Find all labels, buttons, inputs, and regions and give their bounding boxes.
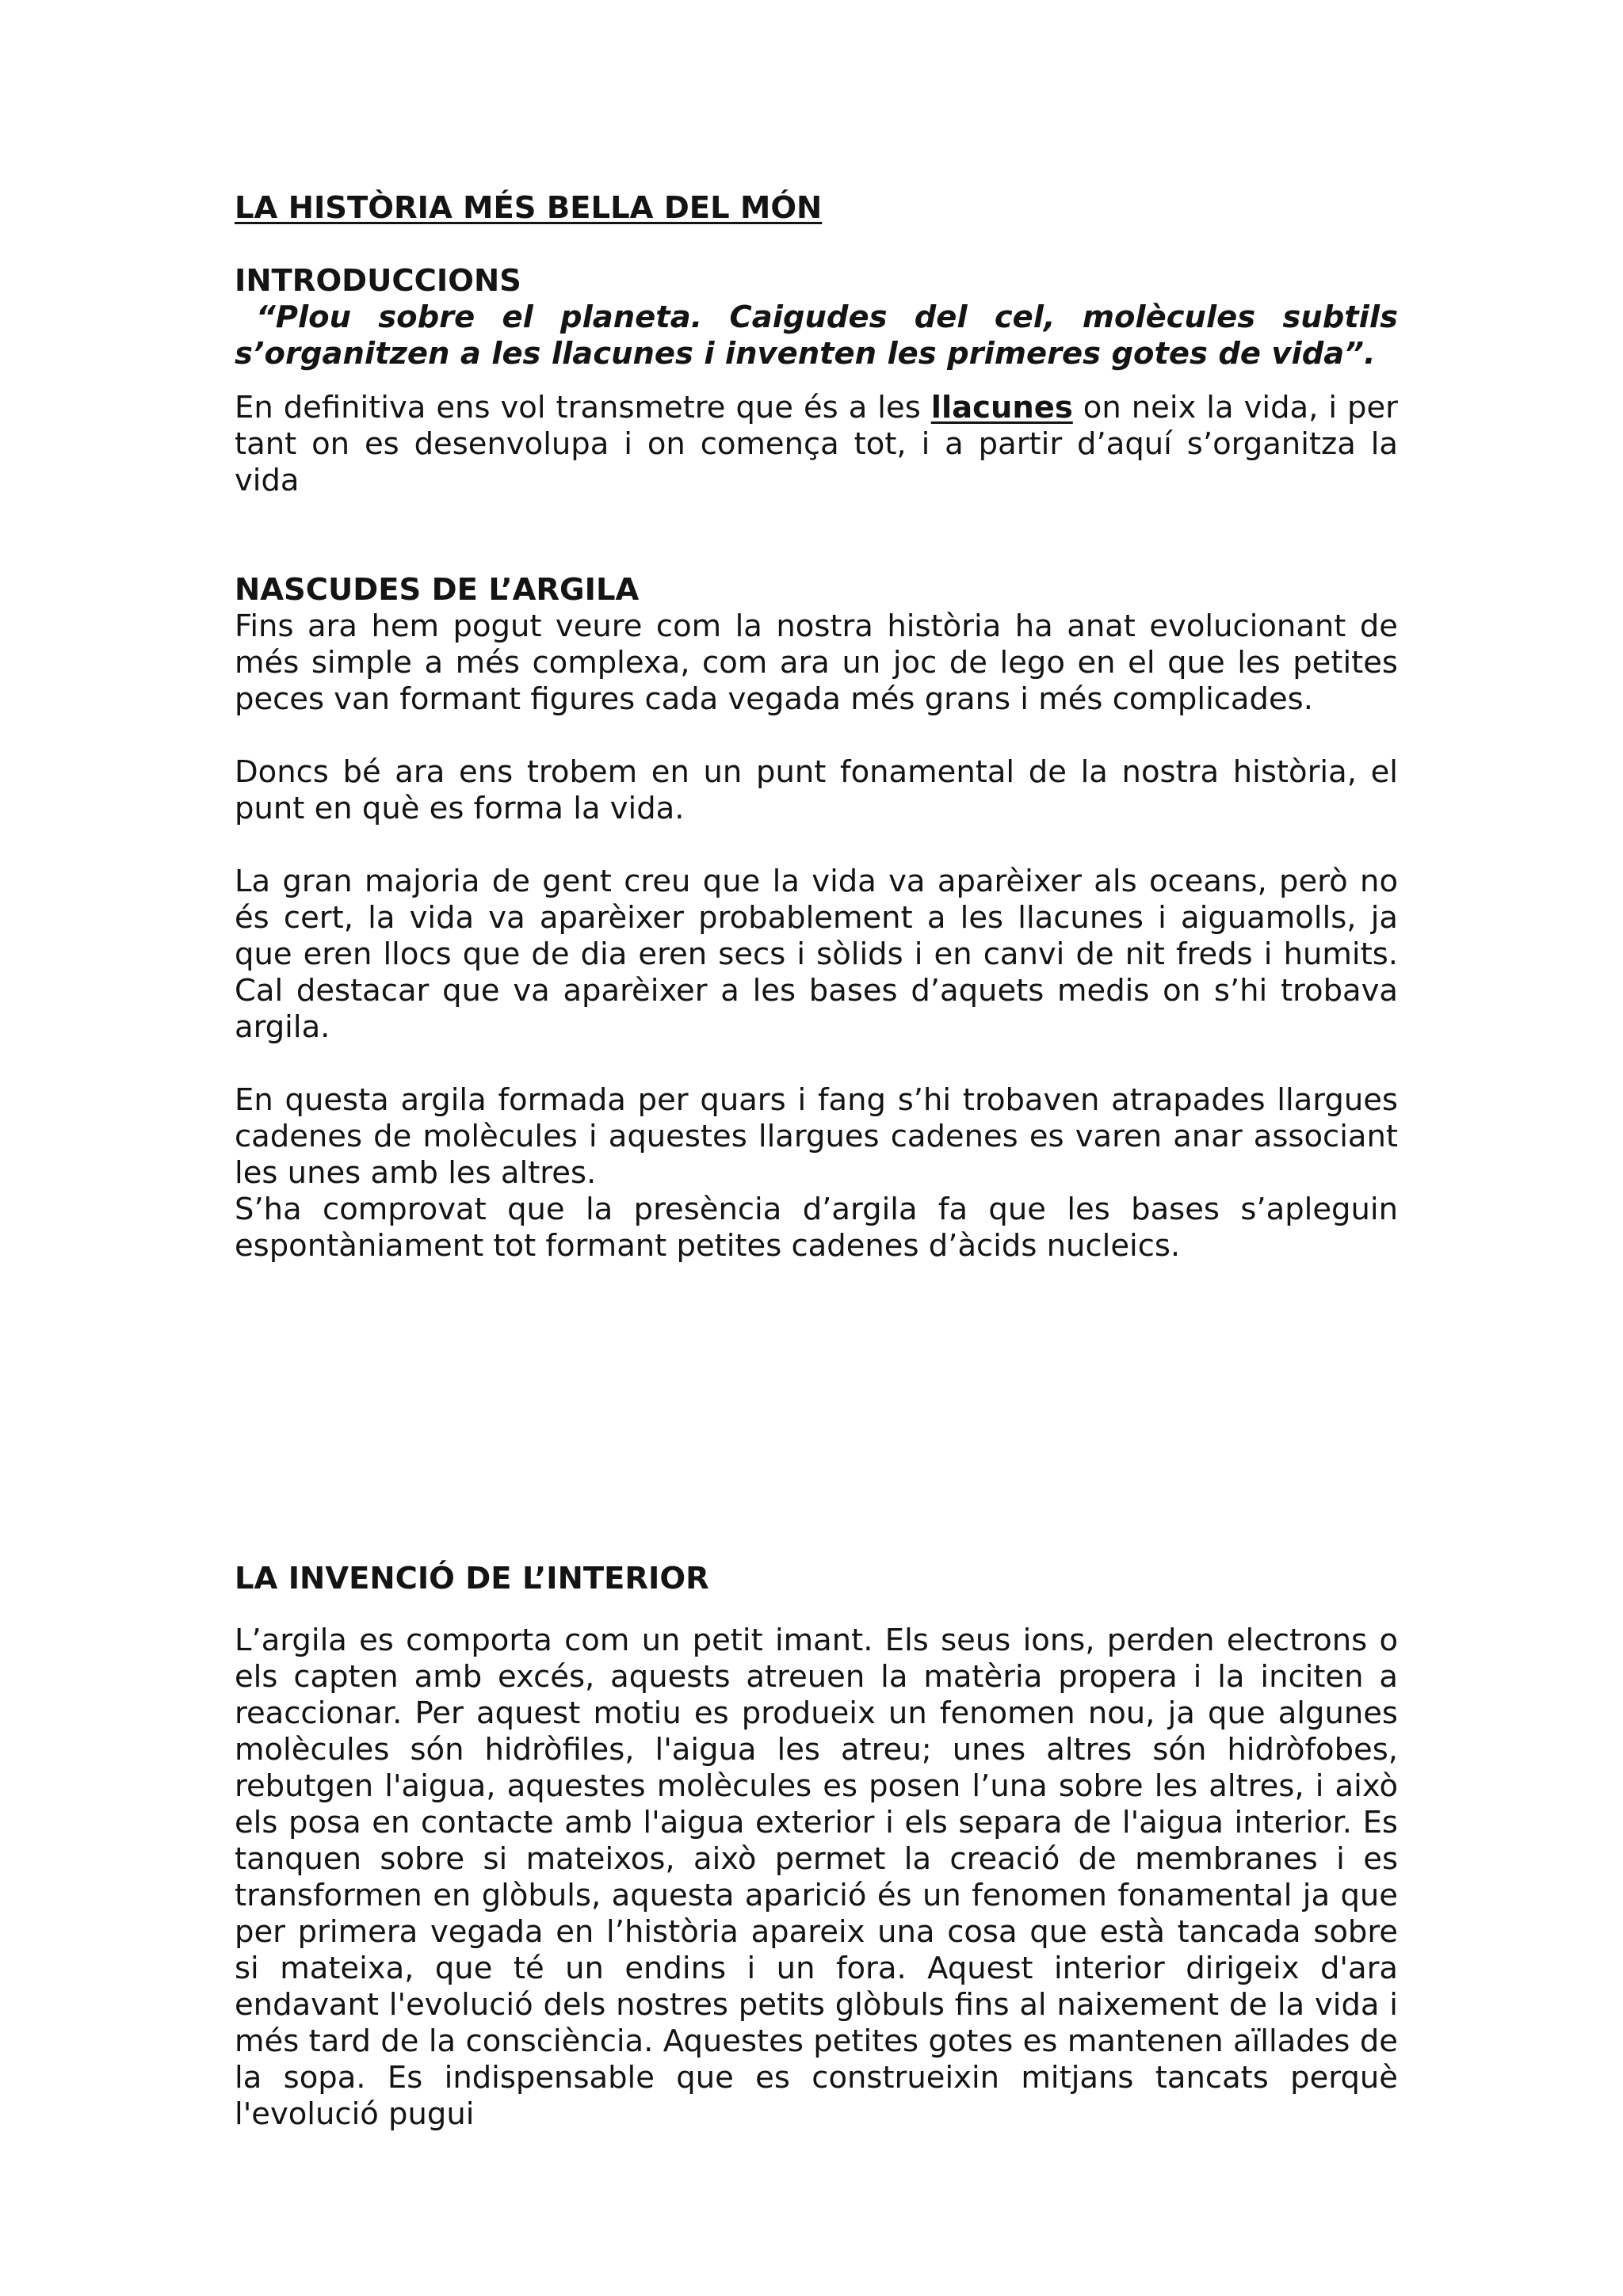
argila-paragraph-1: Fins ara hem pogut veure com la nostra història ha anat evolucionant de més simple a més complexa, com ara un joc de lego en el que les petites peces van formant figures cada vegada més grans i més complicades.	[235, 608, 1398, 717]
intro-quote: “Plou sobre el planeta. Caigudes del cel, molècules subtils s’organitzen a les llacunes i inventen les primeres gotes de vida”.	[235, 299, 1398, 372]
interior-paragraph: L’argila es comporta com un petit imant. Els seus ions, perden electrons o els capten amb excés, aquests atreuen la matèria propera i la inciten a reaccionar. Per aquest motiu es produeix un fenomen nou, ja que algunes molècules són hidròfiles, l'aigua les atreu; unes altres són hidròfobes, rebutgen l'aigua, aquestes molècules es posen l’una sobre les altres, i això els posa en contacte amb l'aigua exterior i els separa de l'aigua interior. Es tanquen sobre si mateixos, això permet la creació de membranes i es transformen en glòbuls, aquesta aparició és un fenomen fonamental ja que per primera vegada en l’història apareix una cosa que està tancada sobre si mateixa, que té un endins i un fora. Aquest interior dirigeix d'ara endavant l'evolució dels nostres petits glòbuls fins al naixement de la vida i més tard de la consciència. Aquestes petites gotes es mantenen aïllades de la sopa. Es indispensable que es construeixin mitjans tancats perquè l'evolució pugui	[235, 1623, 1398, 2132]
section-heading-introduccions: INTRODUCCIONS	[235, 263, 521, 299]
argila-paragraph-4: En questa argila formada per quars i fang s’hi trobaven atrapades llargues cadenes de molècules i aquestes llargues cadenes es varen anar associant les unes amb les altres.	[235, 1082, 1398, 1191]
argila-paragraph-2: Doncs bé ara ens trobem en un punt fonamental de la nostra història, el punt en què es forma la vida.	[235, 754, 1398, 826]
argila-paragraph-3: La gran majoria de gent creu que la vida va aparèixer als oceans, però no és cert, la vida va aparèixer probablement a les llacunes i aiguamolls, ja que eren llocs que de dia eren secs i sòlids i en canvi de nit freds i humits. Cal destacar que va aparèixer a les bases d’aquets medis on s’hi trobava argila.	[235, 864, 1398, 1045]
document-title: LA HISTÒRIA MÉS BELLA DEL MÓN	[235, 190, 823, 226]
highlight-llacunes: llacunes	[930, 390, 1073, 425]
intro-paragraph	[235, 390, 1398, 499]
intro-paragraph-end: on neix la vida, i per tant on es desenvolupa i on comença tot, i a partir d’aquí s’organitza la vida	[235, 390, 1398, 498]
argila-paragraph-5: S’ha comprovat que la presència d’argila fa que les bases s’apleguin espontàniament tot formant petites cadenes d’àcids nucleics.	[235, 1192, 1398, 1264]
section-heading-nascudes: NASCUDES DE L’ARGILA	[235, 572, 640, 608]
section-heading-invencio: LA INVENCIÓ DE L’INTERIOR	[235, 1561, 709, 1596]
intro-paragraph-start: En definitiva ens vol transmetre que és a les	[235, 390, 931, 425]
document-page	[235, 190, 1398, 2133]
